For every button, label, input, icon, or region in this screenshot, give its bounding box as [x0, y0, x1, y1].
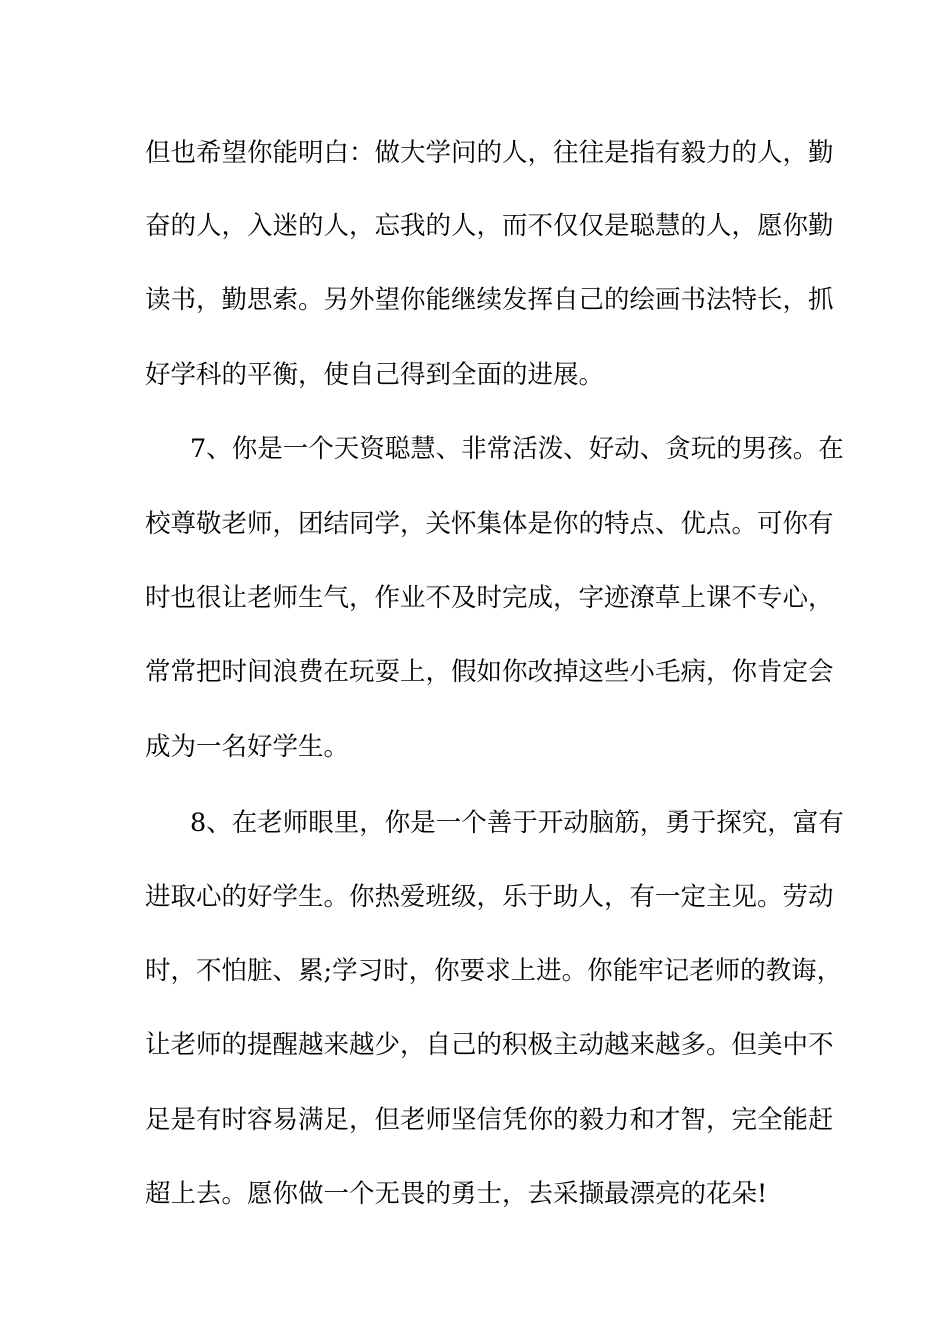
text-line: 读书，勤思索。另外望你能继续发挥自己的绘画书法特长，抓 — [145, 285, 834, 315]
text-line: 成为一名好学生。 — [145, 732, 350, 762]
text-line: 时也很让老师生气，作业不及时完成，字迹潦草上课不专心， — [145, 583, 834, 613]
text-line: 好学科的平衡，使自己得到全面的进展。 — [145, 360, 605, 390]
text-line: 校尊敬老师，团结同学，关怀集体是你的特点、优点。可你有 — [145, 509, 834, 539]
text-line: 超上去。愿你做一个无畏的勇士，去采撷最漂亮的花朵! — [145, 1179, 768, 1209]
text-line: 让老师的提醒越来越少，自己的积极主动越来越多。但美中不 — [145, 1030, 834, 1060]
paragraph-8-start: 8、在老师眼里，你是一个善于开动脑筋，勇于探究，富有 — [190, 808, 844, 838]
text-line: 奋的人，入迷的人，忘我的人，而不仅仅是聪慧的人，愿你勤 — [145, 211, 834, 241]
text-line: 足是有时容易满足，但老师坚信凭你的毅力和才智，完全能赶 — [145, 1105, 834, 1135]
text-line: 时，不怕脏、累;学习时，你要求上进。你能牢记老师的教诲， — [145, 956, 843, 986]
text-line: 进取心的好学生。你热爱班级，乐于助人，有一定主见。劳动 — [145, 882, 834, 912]
text-line: 但也希望你能明白：做大学问的人，往往是指有毅力的人，勤 — [145, 138, 834, 168]
text-line: 常常把时间浪费在玩耍上，假如你改掉这些小毛病，你肯定会 — [145, 657, 834, 687]
paragraph-7-start: 7、你是一个天资聪慧、非常活泼、好动、贪玩的男孩。在 — [190, 434, 844, 464]
